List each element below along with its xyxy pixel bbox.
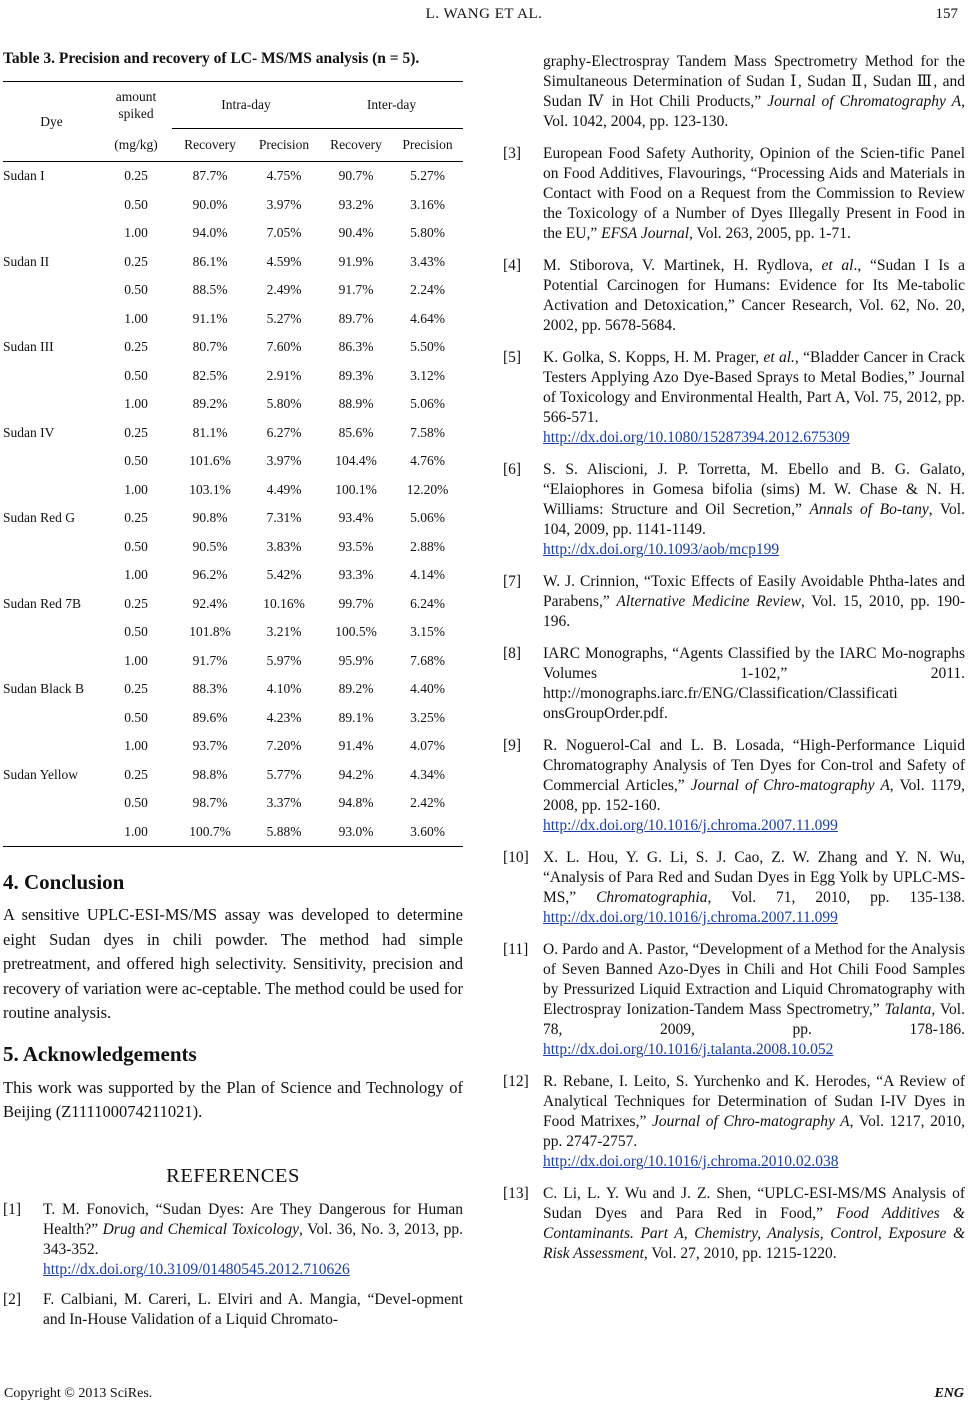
reference-item [503,256,965,336]
reference-number: [13] [503,1185,529,1202]
inter-precision-cell: 3.25% [410,709,445,725]
dye-cell: Sudan III [3,339,54,355]
acknowledgements-heading: 5. Acknowledgements [3,1041,197,1066]
references-title: REFERENCES [166,1164,300,1187]
reference-number: [9] [503,737,522,754]
amount-cell: 0.50 [124,196,148,212]
inter-precision-cell: 2.88% [410,538,445,554]
header-inter-day: Inter-day [320,82,463,129]
acknowledgements-section [3,1042,463,1125]
reference-text-part: ., “Sudan I Is a Potential Carcinogen for Humans: Evidence for Its Me-tabolic Activation and Detoxication,” Cancer Research, Vol. 62, No. 20, 2002, pp. 5678-5684. [543,257,965,334]
reference-text-part: IARC Monographs, “Agents Classified by the IARC Mo-nographs Volumes 1-102,” 2011. http://monographs.iarc.fr/ENG/Classification/Classificati onsGroupOrder.pdf. [543,645,965,722]
inter-precision-cell: 5.50% [410,339,445,355]
inter-recovery-cell: 93.4% [338,510,374,526]
inter-recovery-cell: 94.8% [338,795,374,811]
intra-recovery-cell: 80.7% [192,339,228,355]
inter-recovery-cell: 89.2% [338,681,374,697]
intra-precision-cell: 5.80% [266,396,302,412]
dye-cell [3,561,100,590]
reference-text [543,736,965,836]
dye-cell: Sudan Black B [3,681,84,697]
reference-text [543,1072,965,1172]
amount-cell: 0.50 [124,795,148,811]
inter-precision-cell: 3.15% [410,624,445,640]
table-row [3,162,463,191]
reference-number: [10] [503,849,529,866]
reference-item [503,144,965,244]
reference-text-part: , Vol. 1217, 2010, pp. 2747-2757. [543,1113,965,1150]
doi-link[interactable]: http://dx.doi.org/10.1016/j.chroma.2010.02.038 [543,1153,839,1170]
amount-cell: 0.25 [124,681,148,697]
reference-item [3,1200,463,1280]
dye-cell [3,647,100,676]
inter-precision-cell: 3.43% [410,253,445,269]
reference-source: Chromatographia [596,889,708,906]
inter-recovery-cell: 99.7% [338,595,374,611]
reference-text [543,52,965,132]
intra-recovery-cell: 101.8% [189,624,231,640]
intra-recovery-cell: 100.7% [172,818,248,847]
reference-number: [1] [3,1200,22,1218]
amount-cell: 1.00 [124,310,148,326]
reference-text-part: X. L. Hou, Y. G. Li, S. J. Cao, Z. W. Zhang and Y. N. Wu, “Analysis of Para Red and Sudan Dyes in Egg Yolk by UPLC-MS-MS,” [543,849,965,906]
inter-precision-cell: 5.27% [392,162,463,191]
inter-recovery-cell: 91.7% [338,282,374,298]
reference-text-part: , Vol. 78, 2009, pp. 178-186. [543,1001,965,1038]
intra-recovery-cell: 89.6% [192,709,228,725]
table-row [3,219,463,248]
reference-item [503,572,965,632]
reference-number: [8] [503,645,522,662]
amount-cell: 0.50 [124,282,148,298]
amount-cell: 1.00 [124,396,148,412]
inter-precision-cell: 7.68% [410,652,445,668]
reference-text-part: R. Rebane, I. Leito, S. Yurchenko and K. Herodes, “A Review of Analytical Techniques for Determination of Sudan I-IV Dyes in Food Matrixes,” [543,1073,965,1130]
inter-precision-cell: 2.24% [410,282,445,298]
header-intra-day: Intra-day [172,82,320,129]
amount-cell: 0.50 [124,453,148,469]
intra-precision-cell: 3.97% [266,453,302,469]
reference-text [43,1200,463,1280]
table-caption: Table 3. Precision and recovery of LC- MS/MS analysis (n = 5). [3,50,420,67]
dye-cell: Sudan IV [3,424,55,440]
amount-cell: 0.25 [124,253,148,269]
inter-precision-cell: 4.40% [410,681,445,697]
intra-precision-cell: 7.60% [266,339,302,355]
intra-recovery-cell: 98.8% [192,766,228,782]
intra-precision-cell: 4.23% [266,709,302,725]
journal-abbrev: ENG [934,1386,964,1401]
reference-item [503,848,965,928]
intra-recovery-cell: 101.6% [189,453,231,469]
doi-link[interactable]: http://dx.doi.org/10.3109/01480545.2012.710626 [43,1260,350,1278]
amount-cell: 0.50 [124,624,148,640]
reference-text-part: C. Li, L. Y. Wu and J. Z. Shen, “UPLC-ESI-MS/MS Analysis of Sudan Dyes and Para Red in Food,” [543,1185,965,1222]
inter-precision-cell: 5.80% [410,225,445,241]
reference-text-part: W. J. Crinnion, “Toxic Effects of Easily Avoidable Phtha-lates and Parabens,” [543,573,965,610]
dye-cell: Sudan Red G [3,510,75,526]
intra-recovery-cell: 86.1% [192,253,228,269]
dye-cell [3,476,100,505]
table-row [3,789,463,818]
dye-cell [3,704,100,733]
table-row [3,191,463,220]
dye-cell [3,818,100,847]
reference-item [503,1184,965,1264]
inter-precision-cell: 4.64% [410,310,445,326]
header-unit: (mg/kg) [100,129,172,162]
reference-item [503,52,965,132]
inter-recovery-cell: 90.7% [320,162,392,191]
inter-precision-cell: 5.06% [410,510,445,526]
dye-cell [3,362,100,391]
table-row [3,248,463,277]
table-row [3,590,463,619]
inter-recovery-cell: 85.6% [338,424,374,440]
reference-text-part: K. Golka, S. Kopps, H. M. Prager, [543,349,764,366]
table-row [3,704,463,733]
reference-source: Food Additives & Contaminants. Part A, Chemistry, Analysis, Control, Exposure & Risk Assessment [543,1205,965,1262]
intra-precision-cell: 3.21% [266,624,302,640]
intra-recovery-cell: 103.1% [189,481,231,497]
reference-text-part: graphy-Electrospray Tandem Mass Spectrometry Method for the Simultaneous Determination of Sudan Ⅰ, Sudan Ⅱ, Sudan Ⅲ, and Sudan Ⅳ in Hot Chili Products,” [543,53,965,110]
intra-recovery-cell: 90.0% [192,196,228,212]
intra-recovery-cell: 91.1% [192,310,228,326]
inter-precision-cell: 12.20% [406,481,449,497]
reference-item [503,940,965,1060]
inter-precision-cell: 4.07% [410,738,445,754]
reference-item [503,736,965,836]
inter-recovery-cell: 104.4% [335,453,377,469]
dye-cell [3,219,100,248]
table-row [3,333,463,362]
header-amount: amount spiked [100,82,172,129]
inter-recovery-cell: 93.5% [338,538,374,554]
dye-cell [3,191,100,220]
reference-item [503,644,965,724]
inter-recovery-cell: 86.3% [338,339,374,355]
amount-cell: 1.00 [124,481,148,497]
inter-recovery-cell: 93.2% [338,196,374,212]
reference-text-part: , “Bladder Cancer in Crack Testers Applying Azo Dye-Based Sprays to Metal Bodies,” Journal of Toxicology and Environmental Health, Part A, Vol. 75, 2012, pp. 566-571. [543,349,965,426]
inter-recovery-cell: 89.1% [338,709,374,725]
conclusion-heading: 4. Conclusion [3,870,125,894]
reference-text [543,572,965,632]
dye-cell [3,276,100,305]
header-precision: Precision [248,129,320,162]
table-row [3,675,463,704]
amount-cell: 1.00 [124,567,148,583]
amount-cell: 1.00 [124,738,148,754]
reference-text-part: M. Stiborova, V. Martinek, H. Rydlova, [543,257,822,274]
intra-recovery-cell: 91.7% [192,652,228,668]
reference-source: Talanta [884,1001,932,1018]
inter-recovery-cell: 89.7% [338,310,374,326]
intra-precision-cell: 7.05% [266,225,302,241]
intra-precision-cell: 4.59% [266,253,302,269]
left-column [3,48,463,1340]
dye-cell [3,447,100,476]
reference-text-part: , Vol. 36, No. 3, 2013, pp. 343-352. [43,1220,463,1258]
reference-text [543,460,965,560]
conclusion-text: A sensitive UPLC-ESI-MS/MS assay was developed to determine eight Sudan dyes in chili powder. The method had simple pretreatment, and offered high selectivity. Sensitivity, precision and recovery of variation were ac-ceptable. The method could be used for routine analysis. [3,905,463,1022]
inter-precision-cell: 4.34% [410,766,445,782]
reference-text [543,256,965,336]
table-row [3,390,463,419]
header-recovery: Recovery [172,129,248,162]
table-row [3,647,463,676]
intra-recovery-cell: 89.2% [192,396,228,412]
acknowledgements-text: This work was supported by the Plan of Science and Technology of Beijing (Z111100074211021). [3,1077,463,1121]
header-recovery: Recovery [320,129,392,162]
amount-cell: 1.00 [124,225,148,241]
inter-precision-cell: 2.42% [410,795,445,811]
reference-text [543,848,965,928]
dye-cell: Sudan Yellow [3,766,79,782]
intra-precision-cell: 3.97% [266,196,302,212]
amount-cell: 0.25 [100,162,172,191]
amount-cell: 0.25 [124,424,148,440]
reference-source: et al [821,257,854,274]
inter-precision-cell: 7.58% [410,424,445,440]
amount-cell: 0.25 [124,766,148,782]
amount-cell: 0.50 [124,709,148,725]
running-title: L. WANG ET AL. [425,6,543,22]
reference-text-part: S. S. Aliscioni, J. P. Torretta, M. Ebello and B. G. Galato, “Elaiophores in Gomesa bifolia (sims) M. W. Chase & N. H. Williams: Structure and Oil Secretion,” [543,461,965,518]
inter-recovery-cell: 100.5% [335,624,377,640]
intra-precision-cell: 3.37% [266,795,302,811]
inter-recovery-cell: 93.3% [338,567,374,583]
inter-precision-cell: 5.06% [410,396,445,412]
copyright: Copyright © 2013 SciRes. [4,1386,153,1401]
intra-precision-cell: 5.97% [266,652,302,668]
reference-source: et al. [763,349,795,366]
table-row [3,305,463,334]
intra-recovery-cell: 96.2% [192,567,228,583]
intra-precision-cell: 6.27% [266,424,302,440]
intra-precision-cell: 4.10% [266,681,302,697]
doi-link[interactable]: http://dx.doi.org/10.1016/j.chroma.2007.11.099 [543,909,838,926]
amount-cell: 0.25 [124,339,148,355]
inter-recovery-cell: 91.4% [338,738,374,754]
inter-precision-cell: 4.76% [410,453,445,469]
intra-precision-cell: 5.88% [248,818,320,847]
intra-recovery-cell: 92.4% [192,595,228,611]
page-header [0,4,968,26]
doi-link[interactable]: http://dx.doi.org/10.1080/15287394.2012.675309 [543,429,850,446]
inter-precision-cell: 4.14% [410,567,445,583]
doi-link[interactable]: http://dx.doi.org/10.1016/j.chroma.2007.11.099 [543,817,838,834]
intra-precision-cell: 2.91% [266,367,302,383]
intra-precision-cell: 4.49% [266,481,302,497]
reference-source: Journal of Chromatography A [767,93,962,110]
reference-source: Drug and Chemical Toxicology [102,1220,300,1238]
dye-cell: Sudan II [3,253,50,269]
inter-precision-cell: 3.16% [410,196,445,212]
reference-number: [7] [503,573,522,590]
inter-recovery-cell: 100.1% [335,481,377,497]
reference-number: [5] [503,349,522,366]
table-row [3,447,463,476]
intra-precision-cell: 2.49% [266,282,302,298]
references-right [503,52,965,1276]
reference-text-part: , Vol. 71, 2010, pp. 135-138. [707,889,965,906]
intra-recovery-cell: 82.5% [192,367,228,383]
amount-cell: 1.00 [124,652,148,668]
doi-link[interactable]: http://dx.doi.org/10.1016/j.talanta.2008.10.052 [543,1041,834,1058]
intra-recovery-cell: 87.7% [172,162,248,191]
intra-precision-cell: 5.27% [266,310,302,326]
reference-text-part: , Vol. 27, 2010, pp. 1215-1220. [643,1245,837,1262]
intra-recovery-cell: 98.7% [192,795,228,811]
table-row [3,362,463,391]
reference-source: Journal of Chro-matography A [690,777,890,794]
intra-recovery-cell: 81.1% [192,424,228,440]
page-number: 157 [935,6,958,22]
dye-cell: Sudan Red 7B [3,595,82,611]
reference-number: [12] [503,1073,529,1090]
reference-item [3,1290,463,1330]
reference-source: Journal of Chro-matography A [651,1113,850,1130]
table-row [3,504,463,533]
reference-item [503,460,965,560]
table-row [3,618,463,647]
table-row [3,533,463,562]
table-body [3,162,463,847]
reference-text-part: , Vol. 1042, 2004, pp. 123-130. [543,93,965,130]
dye-cell [3,732,100,761]
reference-text-part: T. M. Fonovich, “Sudan Dyes: Are They Dangerous for Human Health?” [43,1200,463,1238]
reference-text-part: R. Noguerol-Cal and L. B. Losada, “High-Performance Liquid Chromatography Analysis of Ten Dyes for Con-trol and Safety of Commercial Articles,” [543,737,965,794]
reference-number: [3] [503,145,522,162]
reference-number: [4] [503,257,522,274]
amount-cell: 0.25 [124,510,148,526]
intra-precision-cell: 10.16% [263,595,305,611]
dye-cell [3,618,100,647]
dye-cell [3,305,100,334]
intra-recovery-cell: 88.3% [192,681,228,697]
references-left [3,1200,463,1330]
reference-text-part: European Food Safety Authority, Opinion of the Scien-tific Panel on Food Additives, Flavourings, “Processing Aids and Materials in Contact with Food on a Request from the Commission to Review the Toxicology of a Number of Dyes Illegally Present in Food in the EU,” [543,145,965,242]
intra-recovery-cell: 88.5% [192,282,228,298]
inter-recovery-cell: 95.9% [338,652,374,668]
table-row [3,732,463,761]
reference-text [543,644,965,724]
inter-recovery-cell: 91.9% [338,253,374,269]
intra-recovery-cell: 90.5% [192,538,228,554]
inter-recovery-cell: 93.0% [320,818,392,847]
dye-cell [3,533,100,562]
reference-item [503,1072,965,1172]
reference-text [543,940,965,1060]
reference-source: Alternative Medicine Review [616,593,801,610]
dye-cell [3,390,100,419]
reference-text-part: , Vol. 15, 2010, pp. 190-196. [543,593,965,630]
dye-cell [3,789,100,818]
reference-text [543,1184,965,1264]
reference-number: [2] [3,1290,22,1308]
reference-text-part: F. Calbiani, M. Careri, L. Elviri and A. Mangia, “Devel-opment and In-House Validation of a Liquid Chromato- [43,1290,463,1328]
inter-recovery-cell: 88.9% [338,396,374,412]
page-footer [4,1386,964,1402]
reference-item [503,348,965,448]
intra-precision-cell: 5.42% [266,567,302,583]
inter-precision-cell: 6.24% [410,595,445,611]
intra-precision-cell: 4.75% [248,162,320,191]
inter-recovery-cell: 94.2% [338,766,374,782]
header-dye: Dye [3,82,100,162]
intra-precision-cell: 3.83% [266,538,302,554]
inter-precision-cell: 3.60% [392,818,463,847]
intra-recovery-cell: 93.7% [192,738,228,754]
reference-text [543,348,965,448]
table-row [3,276,463,305]
amount-cell: 0.50 [124,538,148,554]
reference-number: [6] [503,461,522,478]
table-row [3,419,463,448]
table-row [3,761,463,790]
precision-recovery-table [3,81,463,847]
table-row [3,561,463,590]
reference-text-part: , Vol. 263, 2005, pp. 1-71. [689,225,851,242]
intra-precision-cell: 5.77% [266,766,302,782]
intra-recovery-cell: 90.8% [192,510,228,526]
intra-precision-cell: 7.31% [266,510,302,526]
amount-cell: 0.50 [124,367,148,383]
table-row [3,818,463,847]
reference-text-part: , Vol. 1179, 2008, pp. 152-160. [543,777,965,814]
reference-text [43,1290,463,1330]
intra-precision-cell: 7.20% [266,738,302,754]
header-precision: Precision [392,129,463,162]
intra-recovery-cell: 94.0% [192,225,228,241]
reference-number: [11] [503,941,529,958]
reference-text-part: , Vol. 104, 2009, pp. 1141-1149. [543,501,965,538]
amount-cell: 1.00 [100,818,172,847]
dye-cell: Sudan I [3,162,100,191]
inter-precision-cell: 3.12% [410,367,445,383]
reference-text [543,144,965,244]
reference-text-part: O. Pardo and A. Pastor, “Development of a Method for the Analysis of Seven Banned Azo-Dyes in Chili and Hot Chili Food Samples by Pressurized Liquid Extraction and Liquid Chromatography with Electrospray Ionization-Tandem Mass Spectrometry,” [543,941,965,1018]
doi-link[interactable]: http://dx.doi.org/10.1093/aob/mcp199 [543,541,780,558]
reference-source: EFSA Journal [601,225,690,242]
inter-recovery-cell: 89.3% [338,367,374,383]
table-row [3,476,463,505]
inter-recovery-cell: 90.4% [338,225,374,241]
amount-cell: 0.25 [124,595,148,611]
conclusion-section [3,870,463,1026]
reference-source: Annals of Bo-tany [809,501,929,518]
